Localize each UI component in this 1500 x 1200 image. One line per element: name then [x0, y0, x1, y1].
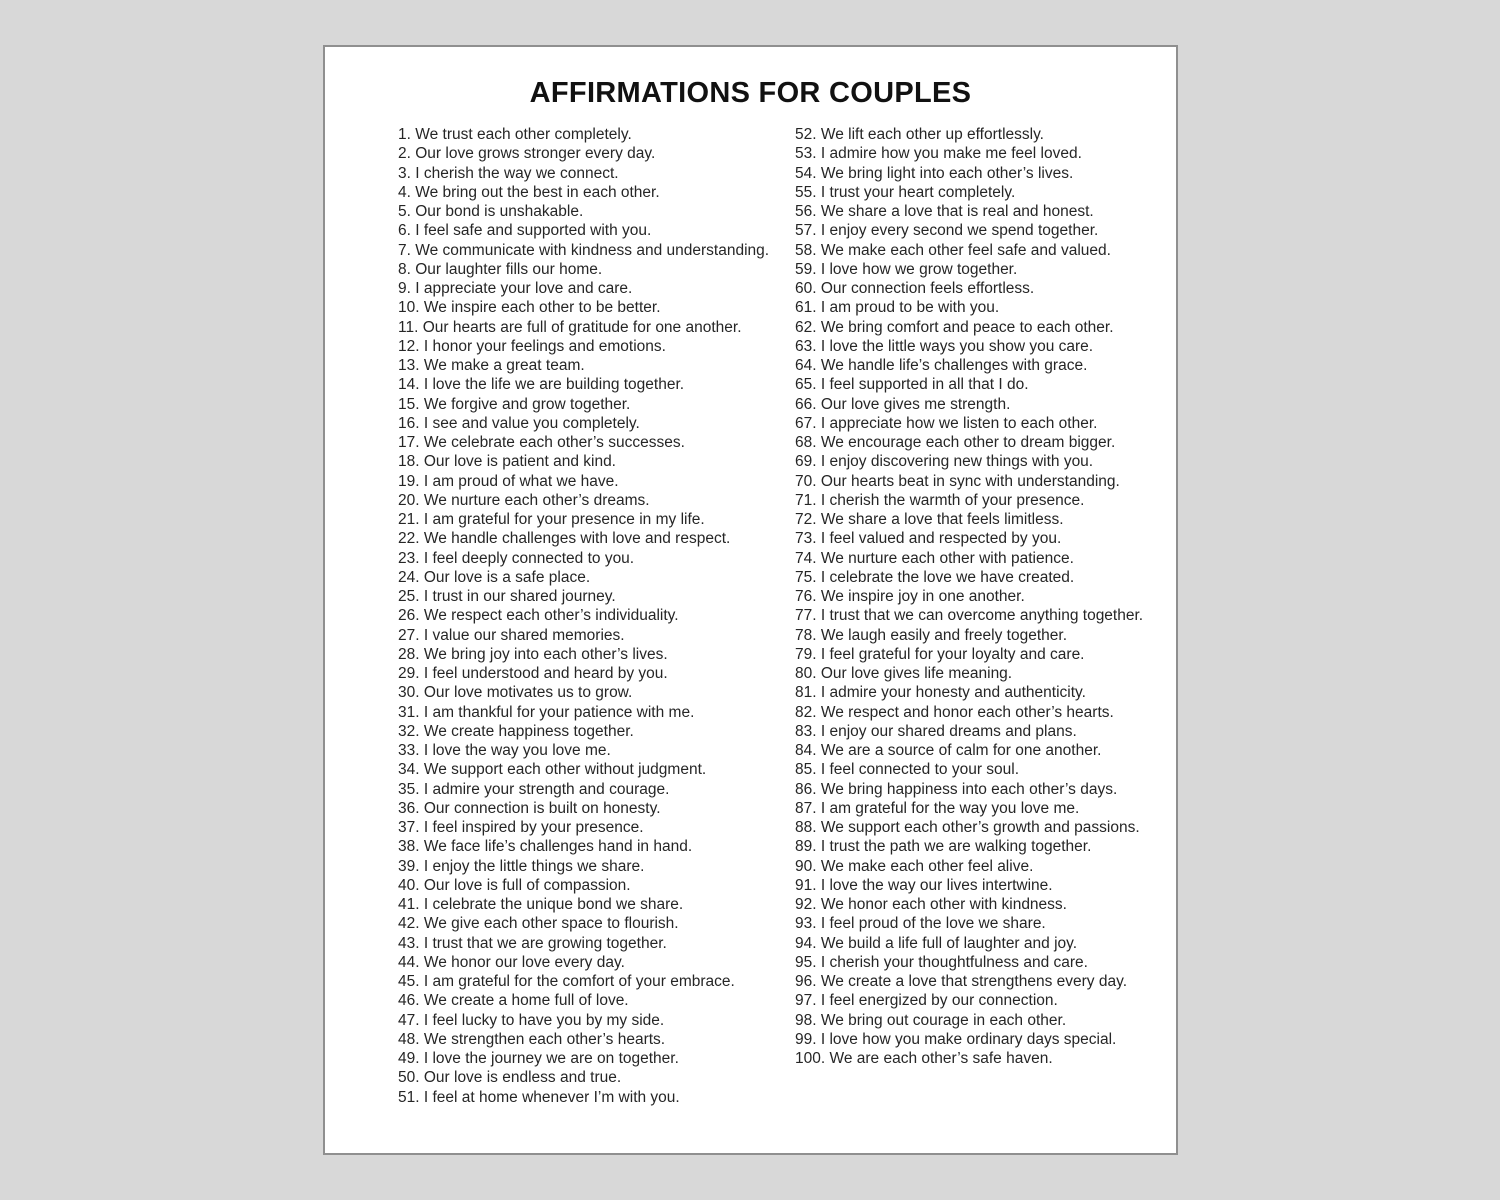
list-item: 12. I honor your feelings and emotions.	[398, 337, 666, 355]
list-item: 53. I admire how you make me feel loved.	[795, 145, 1082, 163]
list-item: 27. I value our shared memories.	[398, 626, 625, 644]
list-item: 69. I enjoy discovering new things with you.	[795, 453, 1094, 471]
list-item: 20. We nurture each other’s dreams.	[398, 491, 650, 509]
list-item: 61. I am proud to be with you.	[795, 299, 1000, 317]
list-item: 23. I feel deeply connected to you.	[398, 549, 635, 567]
list-item: 72. We share a love that feels limitless.	[795, 511, 1064, 528]
list-item: 49. I love the journey we are on together.	[398, 1050, 679, 1067]
list-item: 66. Our love gives me strength.	[795, 395, 1011, 413]
list-item: 97. I feel energized by our connection.	[795, 992, 1058, 1010]
list-item: 45. I am grateful for the comfort of your embrace.	[398, 973, 735, 990]
list-item: 44. We honor our love every day.	[398, 953, 625, 971]
list-item: 10. We inspire each other to be better.	[398, 299, 661, 317]
list-item: 34. We support each other without judgment.	[398, 761, 707, 779]
list-item: 5. Our bond is unshakable.	[398, 203, 584, 220]
list-item: 98. We bring out courage in each other.	[795, 1011, 1067, 1029]
list-item: 11. Our hearts are full of gratitude for one another.	[398, 318, 742, 336]
list-item: 15. We forgive and grow together.	[398, 395, 631, 413]
list-item: 59. I love how we grow together.	[795, 260, 1018, 278]
document-page	[323, 45, 1178, 1155]
list-item: 3. I cherish the way we connect.	[398, 164, 619, 182]
list-item: 16. I see and value you completely.	[398, 414, 640, 432]
list-item: 91. I love the way our lives intertwine.	[795, 876, 1053, 894]
list-item: 29. I feel understood and heard by you.	[398, 665, 668, 682]
list-item: 13. We make a great team.	[398, 357, 585, 374]
list-item: 64. We handle life’s challenges with grace.	[795, 357, 1088, 374]
list-item: 25. I trust in our shared journey.	[398, 588, 616, 605]
list-item: 96. We create a love that strengthens every day.	[795, 973, 1128, 990]
list-item: 78. We laugh easily and freely together.	[795, 626, 1067, 644]
list-item: 88. We support each other’s growth and passions.	[795, 819, 1140, 836]
list-item: 67. I appreciate how we listen to each other.	[795, 414, 1098, 432]
list-item: 90. We make each other feel alive.	[795, 857, 1034, 875]
list-item: 81. I admire your honesty and authenticity.	[795, 684, 1086, 702]
list-item: 21. I am grateful for your presence in my life.	[398, 511, 705, 528]
list-item: 85. I feel connected to your soul.	[795, 761, 1020, 779]
list-item: 39. I enjoy the little things we share.	[398, 857, 645, 875]
list-item: 37. I feel inspired by your presence.	[398, 819, 644, 836]
list-item: 40. Our love is full of compassion.	[398, 876, 631, 894]
list-item: 7. We communicate with kindness and understanding.	[398, 241, 770, 259]
list-item: 8. Our laughter fills our home.	[398, 260, 603, 278]
list-item: 74. We nurture each other with patience.	[795, 549, 1074, 567]
list-item: 60. Our connection feels effortless.	[795, 280, 1035, 297]
list-item: 68. We encourage each other to dream bigger.	[795, 434, 1116, 451]
list-item: 83. I enjoy our shared dreams and plans.	[795, 722, 1077, 740]
list-item: 19. I am proud of what we have.	[398, 472, 619, 490]
list-item: 43. I trust that we are growing together.	[398, 934, 667, 952]
list-item: 31. I am thankful for your patience with me.	[398, 703, 695, 721]
list-item: 42. We give each other space to flourish.	[398, 915, 679, 933]
list-column-right	[795, 125, 1176, 1068]
list-item: 58. We make each other feel safe and valued.	[795, 241, 1111, 259]
list-item: 22. We handle challenges with love and respect.	[398, 530, 731, 548]
list-item: 56. We share a love that is real and honest.	[795, 203, 1094, 220]
list-item: 35. I admire your strength and courage.	[398, 780, 670, 798]
list-item: 26. We respect each other’s individuality.	[398, 607, 679, 625]
list-item: 52. We lift each other up effortlessly.	[795, 126, 1044, 143]
list-item: 77. I trust that we can overcome anything together.	[795, 607, 1144, 625]
list-item: 57. I enjoy every second we spend together.	[795, 222, 1099, 240]
list-item: 4. We bring out the best in each other.	[398, 183, 660, 201]
list-item: 63. I love the little ways you show you care.	[795, 337, 1094, 355]
list-item: 62. We bring comfort and peace to each other.	[795, 318, 1114, 336]
list-item: 51. I feel at home whenever I’m with you.	[398, 1088, 680, 1106]
list-item: 46. We create a home full of love.	[398, 992, 629, 1010]
list-item: 17. We celebrate each other’s successes.	[398, 434, 685, 451]
list-item: 80. Our love gives life meaning.	[795, 665, 1013, 682]
list-item: 92. We honor each other with kindness.	[795, 896, 1067, 913]
list-item: 14. I love the life we are building together.	[398, 376, 685, 394]
list-item: 32. We create happiness together.	[398, 722, 634, 740]
list-column-left	[398, 125, 795, 1107]
list-item: 73. I feel valued and respected by you.	[795, 530, 1062, 548]
list-item: 87. I am grateful for the way you love me.	[795, 799, 1080, 817]
list-item: 75. I celebrate the love we have created.	[795, 568, 1075, 586]
list-item: 84. We are a source of calm for one another.	[795, 742, 1102, 759]
list-item: 99. I love how you make ordinary days special.	[795, 1030, 1117, 1048]
list-item: 54. We bring light into each other’s lives.	[795, 164, 1074, 182]
list-item: 95. I cherish your thoughtfulness and care.	[795, 953, 1088, 971]
list-item: 76. We inspire joy in one another.	[795, 588, 1025, 605]
list-item: 41. I celebrate the unique bond we share.	[398, 896, 684, 913]
list-item: 2. Our love grows stronger every day.	[398, 145, 656, 163]
list-item: 65. I feel supported in all that I do.	[795, 376, 1029, 394]
list-item: 6. I feel safe and supported with you.	[398, 222, 652, 240]
list-item: 94. We build a life full of laughter and joy.	[795, 934, 1078, 952]
list-item: 47. I feel lucky to have you by my side.	[398, 1011, 665, 1029]
list-item: 9. I appreciate your love and care.	[398, 280, 633, 297]
list-item: 30. Our love motivates us to grow.	[398, 684, 633, 702]
list-item: 48. We strengthen each other’s hearts.	[398, 1030, 666, 1048]
page-title: AFFIRMATIONS FOR COUPLES	[529, 77, 972, 109]
list-item: 71. I cherish the warmth of your presence.	[795, 491, 1085, 509]
list-item: 1. We trust each other completely.	[398, 126, 632, 143]
list-item: 82. We respect and honor each other’s hearts.	[795, 703, 1114, 721]
list-item: 38. We face life’s challenges hand in hand.	[398, 838, 693, 856]
list-item: 24. Our love is a safe place.	[398, 568, 591, 586]
list-item: 100. We are each other’s safe haven.	[795, 1050, 1053, 1067]
list-item: 18. Our love is patient and kind.	[398, 453, 616, 471]
affirmations-list	[325, 125, 1176, 1107]
list-item: 33. I love the way you love me.	[398, 742, 611, 759]
list-item: 86. We bring happiness into each other’s days.	[795, 780, 1118, 798]
list-item: 79. I feel grateful for your loyalty and care.	[795, 645, 1085, 663]
list-item: 55. I trust your heart completely.	[795, 183, 1016, 201]
list-item: 50. Our love is endless and true.	[398, 1069, 622, 1087]
list-item: 89. I trust the path we are walking together.	[795, 838, 1092, 856]
list-item: 70. Our hearts beat in sync with understanding.	[795, 472, 1120, 490]
list-item: 36. Our connection is built on honesty.	[398, 799, 661, 817]
list-item: 28. We bring joy into each other’s lives.	[398, 645, 668, 663]
list-item: 93. I feel proud of the love we share.	[795, 915, 1046, 933]
